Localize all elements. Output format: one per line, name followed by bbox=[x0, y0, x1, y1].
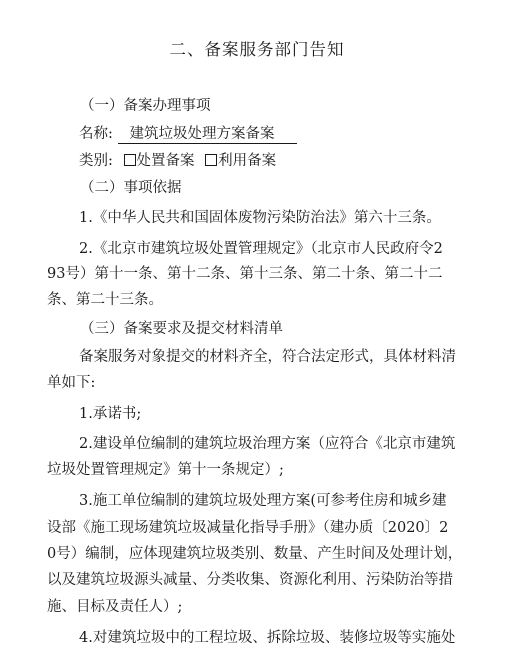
list-item-3-line4: 以及建筑垃圾源头减量、分类收集、资源化利用、污染防治等措 bbox=[47, 572, 453, 588]
intro-line1: 备案服务对象提交的材料齐全，符合法定形式，具体材料清 bbox=[79, 349, 456, 365]
list-item-4-line1: 4.对建筑垃圾中的工程垃圾、拆除垃圾、装修垃圾等实施处 bbox=[79, 630, 456, 646]
basis-item-2-line2: 93号）第十一条、第十二条、第十三条、第二十条、第二十二 bbox=[47, 266, 443, 282]
list-item-2-line1: 2.建设单位编制的建筑垃圾治理方案（应符合《北京市建筑 bbox=[79, 436, 456, 452]
type-row bbox=[79, 151, 276, 171]
list-item-2-line2: 垃圾处置管理规定》第十一条规定）; bbox=[47, 462, 284, 478]
checkbox-use-icon bbox=[205, 154, 217, 166]
section2-heading: （二）事项依据 bbox=[80, 180, 182, 196]
list-item-3-line3: 0号）编制，应体现建筑垃圾类别、数量、产生时间及处理计划， bbox=[47, 546, 463, 562]
basis-item-1: 1.《中华人民共和国固体废物污染防治法》第六十三条。 bbox=[79, 210, 441, 226]
name-value: 建筑垃圾处理方案备案 bbox=[118, 125, 297, 144]
page-title: 二、备案服务部门告知 bbox=[169, 40, 345, 59]
name-row bbox=[79, 124, 297, 144]
intro-line2: 单如下: bbox=[47, 375, 96, 391]
section3-heading: （三）备案要求及提交材料清单 bbox=[80, 321, 283, 337]
section1-heading: （一）备案办理事项 bbox=[80, 98, 211, 114]
type-label: 类别: bbox=[79, 153, 113, 169]
list-item-3-line5: 施、目标及责任人）; bbox=[47, 599, 183, 615]
list-item-3-line2: 设部《施工现场建筑垃圾减量化指导手册》（建办质〔2020〕2 bbox=[47, 520, 449, 536]
option-use-label: 利用备案 bbox=[218, 153, 277, 169]
list-item-3-line1: 3.施工单位编制的建筑垃圾处理方案(可参考住房和城乡建 bbox=[79, 493, 447, 509]
option-dispose-label: 处置备案 bbox=[136, 153, 195, 169]
name-label: 名称: bbox=[79, 126, 113, 142]
basis-item-2-line3: 条、第二十三条。 bbox=[47, 292, 163, 308]
basis-item-2-line1: 2.《北京市建筑垃圾处置管理规定》（北京市人民政府令2 bbox=[79, 241, 443, 257]
checkbox-dispose-icon bbox=[124, 154, 136, 166]
list-item-1: 1.承诺书; bbox=[79, 406, 142, 422]
